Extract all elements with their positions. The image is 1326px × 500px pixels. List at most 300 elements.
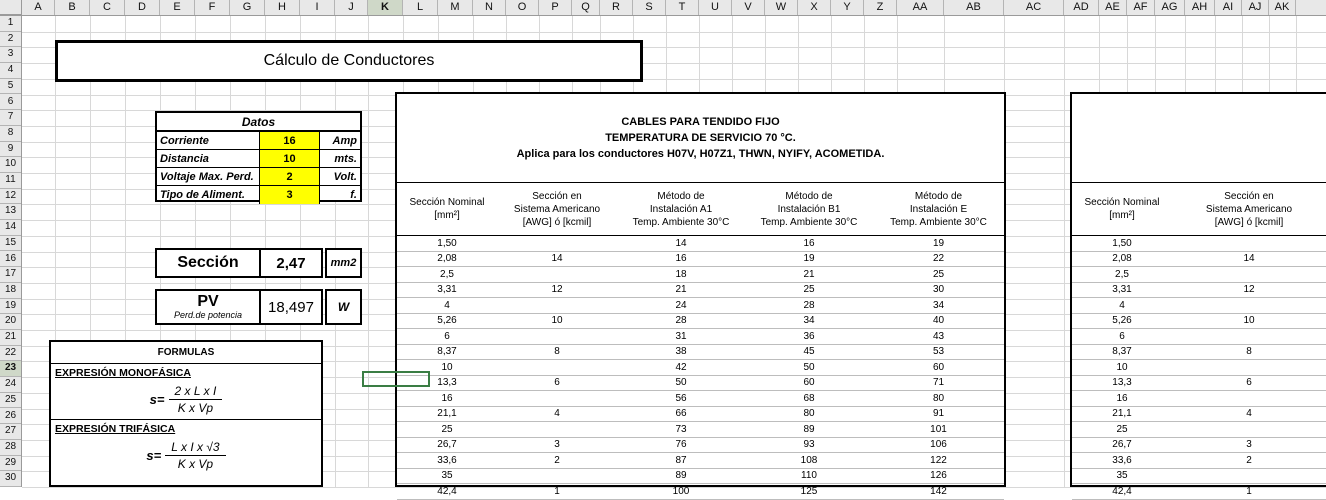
column-header-R[interactable]: R [600,0,633,15]
table-row [397,329,1004,345]
cables2-cell-r11-c0: 21,1 [1072,407,1172,423]
table-row [1072,422,1326,438]
table-row [397,360,1004,376]
cables-title-line-1: TEMPERATURA DE SERVICIO 70 °C. [605,132,796,144]
column-header-P[interactable]: P [539,0,572,15]
cables2-cell-r3-c0: 3,31 [1072,283,1172,299]
row-header-9[interactable]: 9 [0,142,21,158]
column-header-AA[interactable]: AA [897,0,944,15]
column-header-T[interactable]: T [666,0,699,15]
cables-cell-r12-c0: 25 [397,422,497,438]
cables-cell-r1-c4: 22 [873,252,1004,268]
table-row [1072,484,1326,500]
cables-cell-r3-c4: 30 [873,283,1004,299]
cables-cell-r2-c3: 21 [745,267,873,283]
row-header-12[interactable]: 12 [0,189,21,205]
cables-cell-r5-c4: 40 [873,314,1004,330]
row-header-4[interactable]: 4 [0,63,21,79]
cables-cell-r10-c0: 16 [397,391,497,407]
cables-cell-r15-c4: 126 [873,469,1004,485]
cables-header-line: Método de [657,190,705,202]
table-row [1072,407,1326,423]
cables2-cell-r13-c0: 26,7 [1072,438,1172,454]
cables-header-4 [873,183,1004,235]
cables-cell-r7-c1: 8 [497,345,617,361]
cables2-header-line: Sección Nominal [1084,197,1160,208]
cables2-cell-r6-c0: 6 [1072,329,1172,345]
pv-label: PV [197,293,219,310]
column-header-K[interactable]: K [368,0,403,15]
cables-cell-r12-c3: 89 [745,422,873,438]
cables-cell-r3-c1: 12 [497,283,617,299]
seccion-unit: mm2 [325,248,362,278]
pv-value: 18,497 [268,298,314,316]
datos-input-1[interactable]: 10 [260,150,320,167]
cables2-cell-r10-c0: 16 [1072,391,1172,407]
cables-header-line: Sistema Americano [513,203,601,215]
cables-cell-r7-c0: 8,37 [397,345,497,361]
cables-cell-r4-c3: 28 [745,298,873,314]
cables-header-line: Método de [914,190,963,202]
row-header-16[interactable]: 16 [0,252,21,268]
cables-cell-r1-c3: 19 [745,252,873,268]
cables2-header-0 [1072,183,1172,235]
cables-cell-r13-c1: 3 [497,438,617,454]
cables2-cell-r6-c1 [1172,329,1326,345]
cables2-cell-r12-c0: 25 [1072,422,1172,438]
seccion-label: Sección [157,250,261,276]
page-title [55,40,643,82]
pv-label-wrap [157,291,261,323]
cables-cell-r4-c1 [497,298,617,314]
cables-cell-r6-c1 [497,329,617,345]
datos-input-0[interactable]: 16 [260,132,320,149]
row-header-7[interactable]: 7 [0,110,21,126]
table-row [1072,314,1326,330]
row-header-13[interactable]: 13 [0,204,21,220]
row-header-14[interactable]: 14 [0,220,21,236]
cables-cell-r1-c0: 2,08 [397,252,497,268]
cables2-cell-r16-c0: 42,4 [1072,484,1172,500]
cables-cell-r2-c4: 25 [873,267,1004,283]
column-header-M[interactable]: M [438,0,473,15]
column-header-G[interactable]: G [230,0,265,15]
column-header-U[interactable]: U [699,0,732,15]
table-row [1072,329,1326,345]
table-row [397,453,1004,469]
datos-header: Datos [157,113,360,132]
page-title-text: Cálculo de Conductores [263,52,435,69]
column-header-AE[interactable]: AE [1099,0,1127,15]
row-header-5[interactable]: 5 [0,79,21,95]
cables-cell-r3-c2: 21 [617,283,745,299]
gridline-horizontal [22,32,1326,33]
cables-header-line: Temp. Ambiente 30°C [632,216,730,228]
cables-title-line-0: CABLES PARA TENDIDO FIJO [621,116,780,128]
datos-input-2[interactable]: 2 [260,168,320,185]
table-row [1072,469,1326,485]
cables-title-line-2: Aplica para los conductores H07V, H07Z1, THWN, NYIFY, ACOMETIDA. [516,148,885,160]
table-row [397,314,1004,330]
row-header-26[interactable]: 26 [0,409,21,425]
datos-label-1: Distancia [157,150,260,167]
column-header-AF[interactable]: AF [1127,0,1155,15]
cables-cell-r0-c3: 16 [745,236,873,252]
pv-result [155,289,323,325]
cables-cell-r13-c2: 76 [617,438,745,454]
table-row [397,267,1004,283]
row-header-24[interactable]: 24 [0,377,21,393]
cables-cell-r16-c3: 125 [745,484,873,500]
cables2-cell-r9-c0: 13,3 [1072,376,1172,392]
cables-table-header-row [397,182,1004,236]
table-row [1072,283,1326,299]
formula-trifasica-numerator: L x I x √3 [165,440,225,456]
table-row [1072,360,1326,376]
cables-cell-r16-c4: 142 [873,484,1004,500]
column-header-H[interactable]: H [265,0,300,15]
cables2-cell-r14-c0: 33,6 [1072,453,1172,469]
cables-cell-r8-c1 [497,360,617,376]
cables-cell-r0-c1 [497,236,617,252]
column-header-B[interactable]: B [55,0,90,15]
cables2-cell-r14-c1: 2 [1172,453,1326,469]
column-header-AK[interactable]: AK [1269,0,1296,15]
cables-header-line: [mm²] [434,210,460,221]
column-header-AB[interactable]: AB [944,0,1004,15]
table-row [1072,345,1326,361]
column-header-AJ[interactable]: AJ [1242,0,1269,15]
cables-cell-r13-c0: 26,7 [397,438,497,454]
cables-cell-r7-c4: 53 [873,345,1004,361]
table-row [1072,252,1326,268]
cables2-header-1 [1172,183,1326,235]
row-header-21[interactable]: 21 [0,330,21,346]
cables-cell-r12-c2: 73 [617,422,745,438]
datos-rows[interactable] [157,132,360,204]
datos-label-2: Voltaje Max. Perd. [157,168,260,185]
cables-cell-r0-c0: 1,50 [397,236,497,252]
formula-monofasica-heading: EXPRESIÓN MONOFÁSICA [55,367,191,379]
formula-trifasica-denominator: K x Vp [177,456,214,471]
formula-monofasica-numerator: 2 x L x I [169,384,223,400]
cables-cell-r4-c0: 4 [397,298,497,314]
cables2-cell-r15-c0: 35 [1072,469,1172,485]
cables-cell-r12-c1 [497,422,617,438]
cables-header-line: Instalación E [909,203,968,215]
cables-header-line: Temp. Ambiente 30°C [760,216,858,228]
cables-header-2 [617,183,745,235]
cables-table-secondary-title-space [1072,94,1326,182]
cables2-cell-r4-c0: 4 [1072,298,1172,314]
row-header-15[interactable]: 15 [0,236,21,252]
cables2-cell-r13-c1: 3 [1172,438,1326,454]
cables-cell-r14-c2: 87 [617,453,745,469]
cables-cell-r11-c2: 66 [617,407,745,423]
cables-cell-r7-c2: 38 [617,345,745,361]
column-header-I[interactable]: I [300,0,335,15]
column-header-Q[interactable]: Q [572,0,600,15]
cables2-cell-r15-c1 [1172,469,1326,485]
cables2-header-line: Sistema Americano [1205,203,1293,215]
formulas-title: FORMULAS [51,342,321,364]
cables-cell-r10-c1 [497,391,617,407]
select-all-corner[interactable] [0,0,22,15]
cables-cell-r6-c3: 36 [745,329,873,345]
row-header-23[interactable]: 23 [0,361,21,377]
cables-cell-r14-c0: 33,6 [397,453,497,469]
active-cell-cursor[interactable] [362,371,430,387]
cables2-cell-r0-c1 [1172,236,1326,252]
table-row [1072,267,1326,283]
cables-cell-r15-c1 [497,469,617,485]
cables-cell-r15-c2: 89 [617,469,745,485]
column-header-S[interactable]: S [633,0,666,15]
column-header-W[interactable]: W [765,0,798,15]
formula-monofasica-denominator: K x Vp [177,400,214,415]
datos-row [157,186,360,204]
cables2-cell-r2-c0: 2,5 [1072,267,1172,283]
cables-table-secondary [1070,92,1326,497]
cables-cell-r5-c0: 5,26 [397,314,497,330]
datos-unit-1: mts. [334,152,357,165]
table-row [397,376,1004,392]
cables2-cell-r0-c0: 1,50 [1072,236,1172,252]
cables-cell-r4-c2: 24 [617,298,745,314]
cables-cell-r0-c4: 19 [873,236,1004,252]
column-header-Z[interactable]: Z [864,0,897,15]
row-header-25[interactable]: 25 [0,393,21,409]
cables-table-body [397,236,1004,500]
cables-cell-r8-c0: 10 [397,360,497,376]
cables-cell-r11-c1: 4 [497,407,617,423]
column-header-AD[interactable]: AD [1064,0,1099,15]
column-header-X[interactable]: X [798,0,831,15]
column-header-E[interactable]: E [160,0,195,15]
cables-cell-r15-c3: 110 [745,469,873,485]
cables-cell-r6-c4: 43 [873,329,1004,345]
cables-cell-r14-c3: 108 [745,453,873,469]
row-header-27[interactable]: 27 [0,424,21,440]
cables2-cell-r10-c1 [1172,391,1326,407]
cables-cell-r11-c4: 91 [873,407,1004,423]
column-header-V[interactable]: V [732,0,765,15]
cables-cell-r1-c1: 14 [497,252,617,268]
datos-unit-2: Volt. [333,170,357,183]
seccion-value: 2,47 [276,254,306,272]
formulas-panel [49,340,323,487]
cables-header-line: Sección Nominal [409,197,485,208]
row-header-22[interactable]: 22 [0,346,21,362]
pv-unit: W [325,289,362,325]
row-header-30[interactable]: 30 [0,471,21,487]
cables-cell-r14-c1: 2 [497,453,617,469]
cables-cell-r8-c3: 50 [745,360,873,376]
cables2-header-line: [AWG] ó [kcmil] [1214,216,1284,228]
formula-trifasica-lead: s= [146,447,162,463]
cables-cell-r11-c0: 21,1 [397,407,497,423]
cables-cell-r11-c3: 80 [745,407,873,423]
cables2-cell-r5-c0: 5,26 [1072,314,1172,330]
datos-row [157,132,360,150]
table-row [397,345,1004,361]
row-header-17[interactable]: 17 [0,267,21,283]
cables-cell-r3-c0: 3,31 [397,283,497,299]
table-row [397,391,1004,407]
datos-unit-3: f. [350,189,357,201]
column-header-A[interactable]: A [22,0,55,15]
cables2-cell-r7-c0: 8,37 [1072,345,1172,361]
pv-sublabel: Perd.de potencia [173,310,243,320]
row-header-29[interactable]: 29 [0,456,21,472]
table-row [1072,391,1326,407]
cables-table [395,92,1006,497]
cables-cell-r3-c3: 25 [745,283,873,299]
cables-header-line: Instalación B1 [777,203,841,215]
row-header-18[interactable]: 18 [0,283,21,299]
cables2-cell-r2-c1 [1172,267,1326,283]
formula-monofasica-lead: s= [149,391,165,407]
cables-header-line: Sección en [532,190,582,202]
column-header-O[interactable]: O [506,0,539,15]
datos-unit-0: Amp [332,134,357,147]
cables-header-0 [397,183,497,235]
cables-cell-r5-c1: 10 [497,314,617,330]
cables2-cell-r3-c1: 12 [1172,283,1326,299]
datos-label-0: Corriente [157,132,260,149]
cables-cell-r4-c4: 34 [873,298,1004,314]
datos-row [157,168,360,186]
cables-cell-r8-c2: 42 [617,360,745,376]
cables-cell-r6-c0: 6 [397,329,497,345]
cables-cell-r14-c4: 122 [873,453,1004,469]
table-row [397,484,1004,500]
cables-table-secondary-body [1072,236,1326,500]
datos-input-3[interactable]: 3 [260,186,320,204]
cables-cell-r5-c3: 34 [745,314,873,330]
cables2-cell-r5-c1: 10 [1172,314,1326,330]
row-header-8[interactable]: 8 [0,126,21,142]
cables-cell-r16-c2: 100 [617,484,745,500]
row-header-19[interactable]: 19 [0,299,21,315]
column-header-AH[interactable]: AH [1185,0,1215,15]
cables-cell-r10-c3: 68 [745,391,873,407]
cables-cell-r1-c2: 16 [617,252,745,268]
cables-cell-r9-c4: 71 [873,376,1004,392]
table-row [1072,236,1326,252]
table-row [397,407,1004,423]
cables-header-line: Instalación A1 [649,203,713,215]
cables2-cell-r8-c0: 10 [1072,360,1172,376]
cables-cell-r16-c1: 1 [497,484,617,500]
cables-cell-r13-c4: 106 [873,438,1004,454]
cables-cell-r16-c0: 42,4 [397,484,497,500]
column-header-J[interactable]: J [335,0,368,15]
cables2-cell-r1-c0: 2,08 [1072,252,1172,268]
cables2-cell-r11-c1: 4 [1172,407,1326,423]
row-header-11[interactable]: 11 [0,173,21,189]
row-header-10[interactable]: 10 [0,157,21,173]
cables-header-line: [AWG] ó [kcmil] [522,216,592,228]
column-header-C[interactable]: C [90,0,125,15]
table-row [397,469,1004,485]
row-header-28[interactable]: 28 [0,440,21,456]
table-row [1072,298,1326,314]
cables-cell-r9-c3: 60 [745,376,873,392]
cables-header-1 [497,183,617,235]
formula-monofasica-body [51,379,321,419]
cables-cell-r6-c2: 31 [617,329,745,345]
cables-cell-r2-c2: 18 [617,267,745,283]
table-row [397,283,1004,299]
table-row [1072,376,1326,392]
cables-cell-r8-c4: 60 [873,360,1004,376]
table-row [397,438,1004,454]
table-row [397,236,1004,252]
column-header-N[interactable]: N [473,0,506,15]
cables-cell-r9-c1: 6 [497,376,617,392]
column-header-AI[interactable]: AI [1215,0,1242,15]
cables-table-title [397,94,1004,182]
cables-cell-r10-c2: 56 [617,391,745,407]
column-header-F[interactable]: F [195,0,230,15]
cables-cell-r2-c0: 2,5 [397,267,497,283]
cables2-cell-r1-c1: 14 [1172,252,1326,268]
cables-cell-r5-c2: 28 [617,314,745,330]
table-row [397,252,1004,268]
formula-trifasica-heading: EXPRESIÓN TRIFÁSICA [51,419,321,435]
cables-cell-r0-c2: 14 [617,236,745,252]
table-row [1072,453,1326,469]
row-header-20[interactable]: 20 [0,314,21,330]
column-header-D[interactable]: D [125,0,160,15]
table-row [397,422,1004,438]
cables2-cell-r7-c1: 8 [1172,345,1326,361]
column-header-AC[interactable]: AC [1004,0,1064,15]
row-header-3[interactable]: 3 [0,47,21,63]
column-header-Y[interactable]: Y [831,0,864,15]
cables2-cell-r9-c1: 6 [1172,376,1326,392]
datos-row [157,150,360,168]
column-header-AG[interactable]: AG [1155,0,1185,15]
cables-header-line: Método de [785,190,833,202]
row-header-1[interactable]: 1 [0,16,21,32]
cables-cell-r9-c2: 50 [617,376,745,392]
cables-cell-r13-c3: 93 [745,438,873,454]
seccion-result [155,248,323,278]
cables-cell-r10-c4: 80 [873,391,1004,407]
cables-cell-r15-c0: 35 [397,469,497,485]
datos-table[interactable] [155,111,362,202]
cables2-cell-r4-c1 [1172,298,1326,314]
cables-header-3 [745,183,873,235]
cables-cell-r7-c3: 45 [745,345,873,361]
cables-cell-r12-c4: 101 [873,422,1004,438]
cables-table-secondary-header-row [1072,182,1326,236]
cables2-header-line: [mm²] [1109,210,1135,221]
cables-cell-r9-c0: 13,3 [397,376,497,392]
cables-cell-r2-c1 [497,267,617,283]
cables-header-line: Temp. Ambiente 30°C [890,216,987,228]
table-row [1072,438,1326,454]
datos-label-3: Tipo de Aliment. [157,186,260,204]
cables2-cell-r12-c1 [1172,422,1326,438]
row-header-2[interactable]: 2 [0,32,21,48]
cables2-header-line: Sección en [1224,190,1274,202]
row-header-6[interactable]: 6 [0,95,21,111]
formula-trifasica-body [51,435,321,475]
column-header-L[interactable]: L [403,0,438,15]
